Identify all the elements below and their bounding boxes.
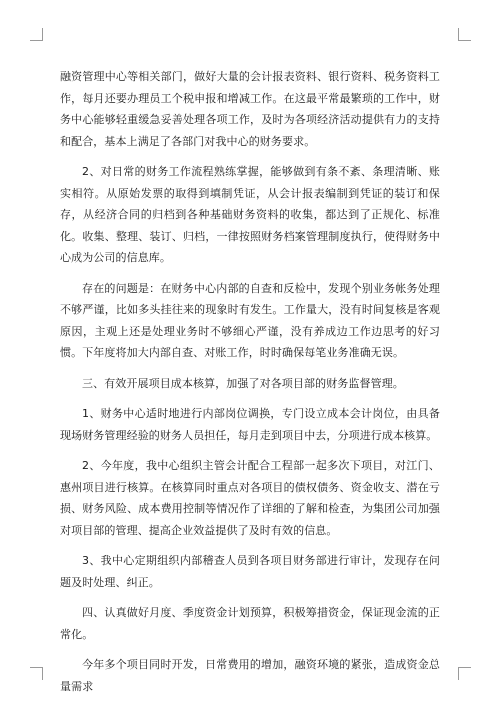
paragraph-issues: 存在的问题是：在财务中心内部的自查和反检中，发现个别业务帐务处理不够严谨，比如多头挂往来的现象时有发生。工作量大，没有时间复核是客观原因，主观上还是处理业务时不够细心严谨，没有养成边工作边思考的好习惯。下年度将加大内部自查、对账工作，时时确保每笔业务准确无误。 — [60, 281, 440, 359]
crop-mark-bottom-left — [30, 667, 43, 680]
document-body — [60, 66, 440, 697]
paragraph-workflow: 2、对日常的财务工作流程熟练掌握，能够做到有条不紊、条理清晰、账实相符。从原始发票的取得到填制凭证，从会计报表编制到凭证的装订和保存，从经济合同的归档到各种基础财务资料的收集，都达到了正规化、标准化。收集、整理、装订、归档，一律按照财务档案管理制度执行，使得财务中心成为公司的信息库。 — [60, 165, 440, 264]
crop-mark-top-left — [30, 28, 43, 41]
section-heading-fund-planning: 四、认真做好月度、季度资金计划预算，积极筹措资金，保证现金流的正常化。 — [60, 606, 440, 641]
crop-mark-top-right — [458, 28, 471, 41]
crop-mark-bottom-right — [458, 667, 471, 680]
paragraph-truncated: 今年多个项目同时开发，日常费用的增加，融资环境的紧张，造成资金总量需求 — [60, 658, 440, 693]
paragraph-item-1: 1、财务中心适时地进行内部岗位调换，专门设立成本会计岗位，由具备现场财务管理经验的财务人员担任，每月走到项目中去，分项进行成本核算。 — [60, 407, 440, 442]
paragraph-item-3: 3、我中心定期组织内部稽查人员到各项目财务部进行审计，发现存在问题及时处理、纠正。 — [60, 554, 440, 589]
section-heading-cost-accounting: 三、有效开展项目成本核算，加强了对各项目部的财务监督管理。 — [82, 376, 404, 390]
paragraph-item-2: 2、今年度，我中心组织主管会计配合工程部一起多次下项目，对江门、惠州项目进行核算。在核算同时重点对各项目的债权债务、资金收支、潜在亏损、财务风险、成本费用控制等情况作了详细的了解和检查，为集团公司加强对项目部的管理、提高企业效益提供了及时有效的信息。 — [60, 459, 440, 537]
paragraph-continuation: 融资管理中心等相关部门，做好大量的会计报表资料、银行资料、税务资料工作，每月还要办理员工个税申报和增减工作。在这最平常最繁琐的工作中，财务中心能够轻重缓急妥善处理各项工作，及时为各项经济活动提供有力的支持和配合，基本上满足了各部门对我中心的财务要求。 — [60, 70, 440, 148]
